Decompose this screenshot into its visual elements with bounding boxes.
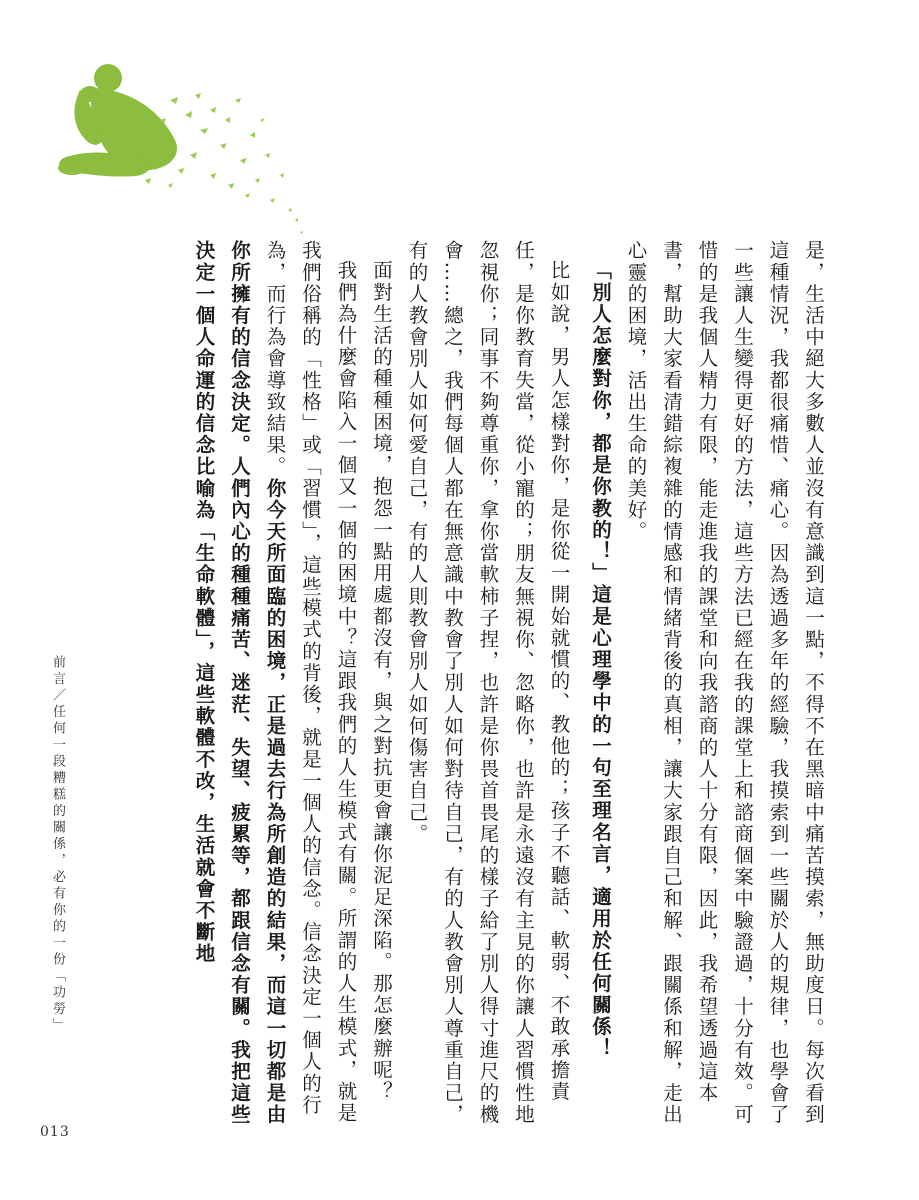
heading-quote-text: 「別人怎麼對你，都是你教的！」這是心理學中的一句至理名言，適用於任何關係！ <box>589 259 612 1059</box>
paragraph: 面對生活的種種困境，抱怨一點用處都沒有，與之對抗更會讓你泥足深陷。那怎麼辦呢？ <box>370 259 393 1102</box>
running-head: 前言／任何一段糟糕的關係，必有你的一份「功勞」 <box>50 655 65 1035</box>
body-text <box>151 240 831 1140</box>
paragraph <box>186 240 364 1140</box>
page-number: 013 <box>40 1124 70 1140</box>
heading-quote <box>583 240 619 1140</box>
paragraph: 比如說，男人怎樣對你，是你從一開始就慣的、教他的；孩子不聽話、軟弱、不敢承擔責任，是你教育失當，從小寵的；朋友無視你、忽略你，也許是永遠沒有主見的你讓人習慣性地忽視你；同事不夠尊重你，拿你當軟柿子捏，也許是你畏首畏尾的樣子給了別人得寸進尺的機會……總之，我們每個人都在無意識中教會了別人如何對待自己，有的人教會別人尊重自己，有的人教會別人如何愛自己，有的人則教會別人如何傷害自己。 <box>405 240 571 1126</box>
paragraph: 是，生活中絕大多數人並沒有意識到這一點，不得不在黑暗中痛苦摸索，無助度日。每次看到這種情況，我都很痛惜、痛心。因為透過多年的經驗，我摸索到一些關於人的規律，也學會了一些讓人生變得更好的方法，這些方法已經在我的課堂上和諮商個案中驗證過，十分有效。可惜的是我個人精力有限，能走進我的課堂和向我諮商的人十分有限，因此，我希望透過這本書，幫助大家看清錯綜複雜的情感和情緒背後的真相，讓大家跟自己和解、跟關係和解，走出心靈的困境，活出生命的美好。 <box>624 240 825 1126</box>
paragraph-bold-text: 你今天所面臨的困境，正是過去行為所創造的結果，而這一切都是由你所擁有的信念決定。人們內心的種種痛苦、迷茫、失望、疲累等，都跟信念有關。我把這些決定一個人命運的信念比喻為「生命軟體」，這些軟體不改，生活就會不斷地 <box>192 240 287 1126</box>
paragraph-text: 我們為什麼會陷入一個又一個的困境中？這跟我們的人生模式有關。所謂的人生模式，就是我們俗稱的「性格」或「習慣」，這些模式的背後，就是一個人的信念。信念決定一個人的行為，而行為會導致結果。 <box>263 240 358 1124</box>
leaf-figure-illustration <box>50 60 310 240</box>
